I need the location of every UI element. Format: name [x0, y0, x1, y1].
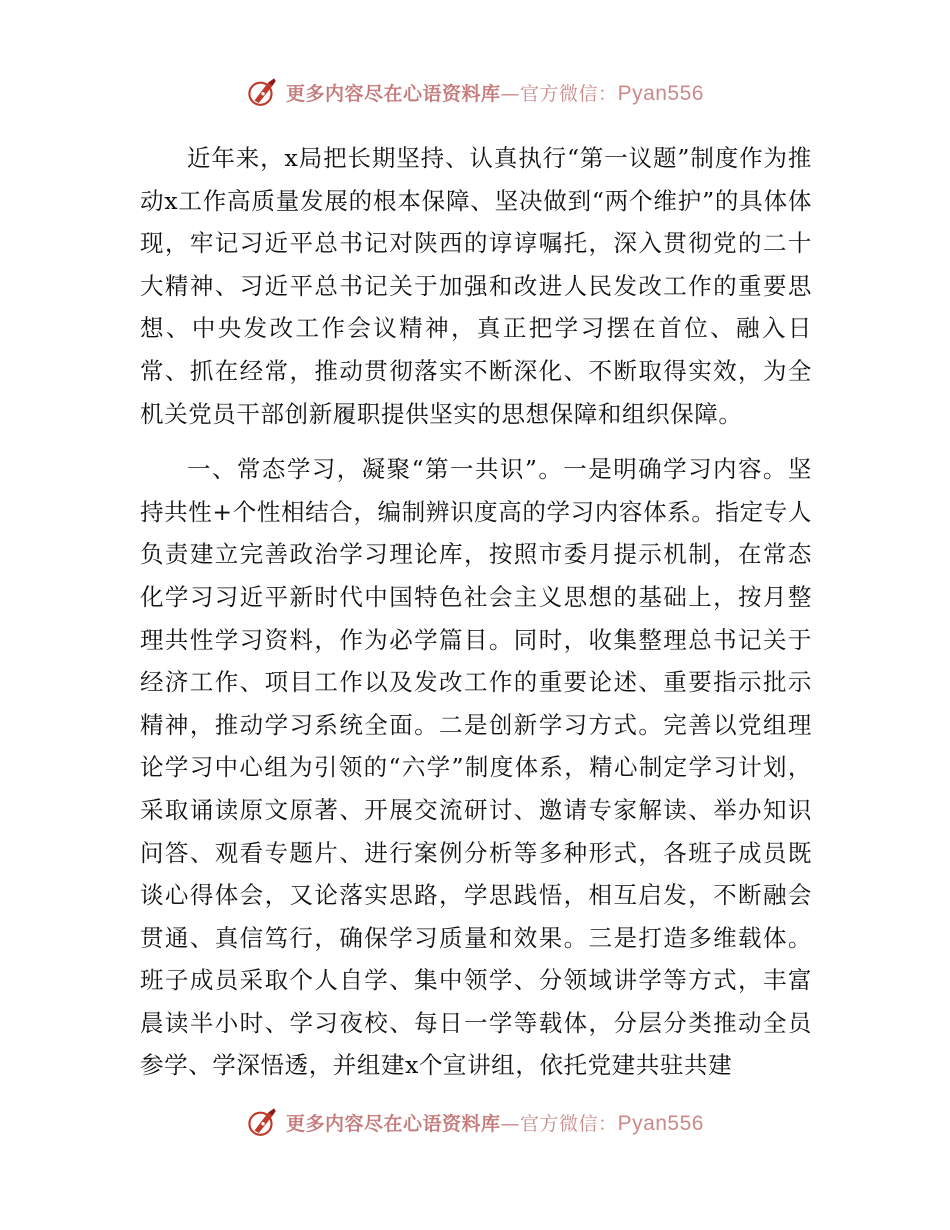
watermark-text [286, 79, 704, 106]
watermark-wechat-label: 官方微信： [520, 1112, 618, 1135]
watermark-separator: — [500, 1112, 521, 1135]
paragraph-section-one: 一、常态学习，凝聚“第一共识”。一是明确学习内容。坚持共性+个性相结合，编制辨识度高的学习内容体系。指定专人负责建立完善政治学习理论库，按照市委月提示机制，在常态化学习习近平新时代中国特色社会主义思想的基础上，按月整理共性学习资料，作为必学篇目。同时，收集整理总书记关于经济工作、项目工作以及发改工作的重要论述、重要指示批示精神，推动学习系统全面。二是创新学习方式。完善以党组理论学习中心组为引领的“六学”制度体系，精心制定学习计划，采取诵读原文原著、开展交流研讨、邀请专家解读、举办知识问答、观看专题片、进行案例分析等多种形式，各班子成员既谈心得体会，又论落实思路，学思践悟，相互启发，不断融会贯通、真信笃行，确保学习质量和效果。三是打造多维载体。班子成员采取个人自学、集中领学、分领域讲学等方式，丰富晨读半小时、学习夜校、每日一学等载体，分层分类推动全员参学、学深悟透，并组建x个宣讲组，依托党建共驻共建 [140, 455, 812, 1080]
watermark-footer [0, 1102, 950, 1142]
watermark-wechat-id: Pyan556 [617, 81, 704, 105]
watermark-brand: 更多内容尽在心语资料库 [286, 1112, 501, 1135]
pen-nib-circle-icon [246, 75, 280, 109]
paragraph-intro: 近年来，x局把长期坚持、认真执行“第一议题”制度作为推动x工作高质量发展的根本保障、坚决做到“两个维护”的具体体现，牢记习近平总书记对陕西的谆谆嘱托，深入贯彻党的二十大精神、习近平总书记关于加强和改进人民发改工作的重要思想、中央发改工作会议精神，真正把学习摆在首位、融入日常、抓在经常，推动贯彻落实不断深化、不断取得实效，为全机关党员干部创新履职提供坚实的思想保障和组织保障。 [140, 144, 812, 428]
watermark-header [0, 72, 950, 112]
pen-nib-circle-icon [246, 1105, 280, 1139]
watermark-wechat-label: 官方微信： [520, 82, 618, 105]
watermark-wechat-id: Pyan556 [617, 1111, 704, 1135]
document-body [140, 137, 812, 1087]
watermark-separator: — [500, 82, 521, 105]
watermark-text [286, 1109, 704, 1136]
watermark-brand: 更多内容尽在心语资料库 [286, 82, 501, 105]
